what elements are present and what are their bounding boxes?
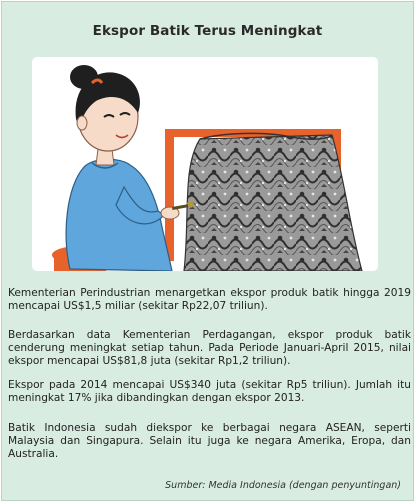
batik-artisan-illustration bbox=[32, 57, 378, 271]
paragraph-2014-export: Ekspor pada 2014 mencapai US$340 juta (sekitar Rp5 triliun). Jumlah itu meningkat 17% jika dibandingkan dengan ekspor 2013. bbox=[8, 379, 411, 404]
paragraph-export-target: Kementerian Perindustrian menargetkan ekspor produk batik hingga 2019 mencapai US$1,5 miliar (sekitar Rp22,07 triliun). bbox=[8, 287, 411, 312]
paragraph-trade-data: Berdasarkan data Kementerian Perdagangan, ekspor produk batik cenderung meningkat setiap tahun. Pada Periode Januari-April 2015, nilai ekspor mencapai US$81,8 juta (sekitar Rp1,2 triliun). bbox=[8, 329, 411, 367]
source-citation: Sumber: Media Indonesia (dengan penyuntingan) bbox=[165, 480, 401, 491]
batik-cloth-shape bbox=[184, 135, 362, 271]
article-card bbox=[1, 1, 414, 501]
article-title: Ekspor Batik Terus Meningkat bbox=[92, 23, 323, 39]
paragraph-destinations: Batik Indonesia sudah diekspor ke berbagai negara ASEAN, seperti Malaysia dan Singapura. Selain itu juga ke negara Amerika, Eropa, dan Australia. bbox=[8, 422, 411, 460]
woman-figure bbox=[66, 65, 194, 271]
